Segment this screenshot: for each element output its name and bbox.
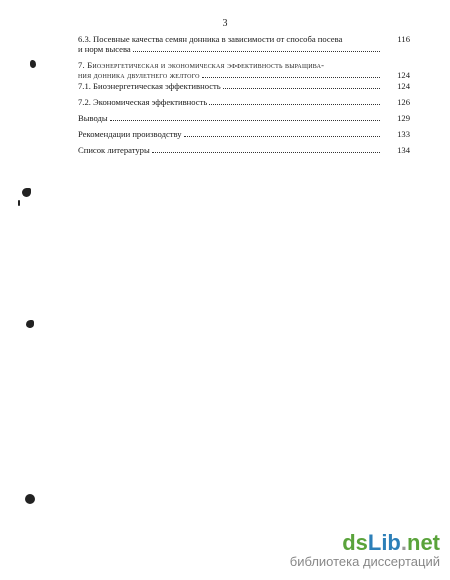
watermark (290, 532, 440, 570)
watermark-subtitle: библиотека диссертаций (289, 554, 440, 569)
toc-entry-text-cont: ния донника двулетнего желтого (78, 70, 200, 80)
toc-entry (78, 97, 410, 107)
toc-entry-text: 7.2. Экономическая эффективность (78, 97, 208, 107)
toc-entry-page: 124 (397, 81, 410, 91)
toc-entry-page: 126 (397, 97, 410, 107)
toc-entry-text: Рекомендации производству (78, 129, 182, 139)
toc-entry-text-cont: и норм высева (78, 44, 131, 54)
toc-entry (78, 113, 410, 123)
toc-leader (223, 81, 380, 89)
binding-hole-mark (25, 494, 35, 504)
binding-hole-mark (26, 320, 34, 328)
table-of-contents (78, 34, 410, 161)
binding-hole-mark (30, 60, 36, 68)
toc-leader (184, 129, 380, 137)
toc-entry (78, 34, 410, 54)
toc-entry (78, 145, 410, 155)
toc-entry (78, 81, 410, 91)
toc-entry-page: 116 (397, 34, 410, 44)
toc-entry-text: 7.1. Биоэнергетическая эффективность (78, 81, 221, 91)
toc-entry-text: 7. Биоэнергетическая и экономическая эффективность выращива- (78, 60, 325, 70)
toc-entry-text: Выводы (78, 113, 108, 123)
toc-leader (133, 44, 380, 52)
binding-hole-mark (22, 188, 31, 197)
toc-entry (78, 60, 410, 80)
toc-leader (202, 70, 380, 78)
toc-entry-page: 133 (397, 129, 410, 139)
toc-leader (110, 113, 380, 121)
toc-entry-page: 129 (397, 113, 410, 123)
toc-leader (209, 97, 380, 105)
watermark-logo: dsLib.net (342, 530, 440, 555)
toc-leader (152, 145, 380, 153)
toc-entry-page: 124 (397, 70, 410, 80)
toc-entry-text: 6.3. Посевные качества семян донника в зависимости от способа посева (78, 34, 343, 44)
page-number: 3 (222, 18, 228, 29)
toc-entry-page: 134 (397, 145, 410, 155)
toc-entry-text: Список литературы (78, 145, 150, 155)
binding-hole-mark (18, 200, 20, 206)
toc-entry (78, 129, 410, 139)
